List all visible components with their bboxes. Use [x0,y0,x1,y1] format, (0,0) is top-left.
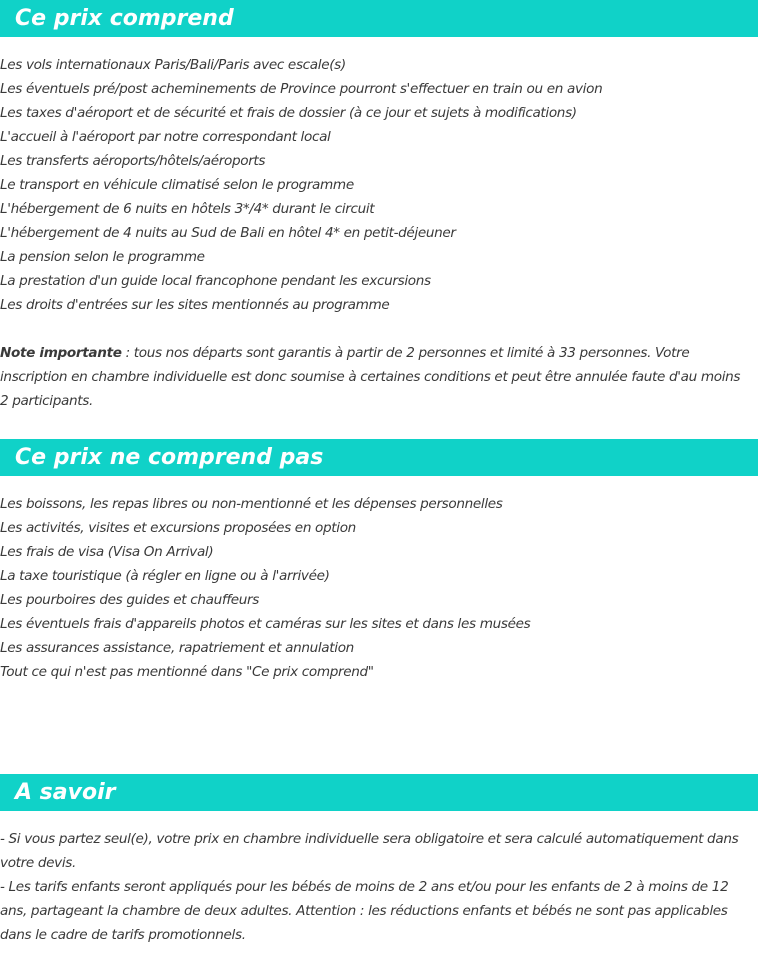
section-title-a-savoir: A savoir [0,774,758,811]
excluded-item: Les frais de visa (Visa On Arrival) [0,544,214,560]
important-note-label: Note importante [0,345,122,361]
excluded-item: Tout ce qui n'est pas mentionné dans "Ce prix comprend" [0,664,374,680]
excluded-item: Les activités, visites et excursions proposées en option [0,520,356,536]
included-item: La pension selon le programme [0,249,205,265]
excluded-item: Les éventuels frais d'appareils photos et caméras sur les sites et dans les musées [0,616,531,632]
included-item: L'hébergement de 4 nuits au Sud de Bali en hôtel 4* en petit-déjeuner [0,225,456,241]
info-paragraph: - Les tarifs enfants seront appliqués pour les bébés de moins de 2 ans et/ou pour les enfants de 2 à moins de 12 ans, partageant la chambre de deux adultes. Attention : les réductions enfants et bébés ne sont pas applicables dans le cadre de tarifs promotionnels. [0,879,729,943]
section-title-ce-prix-comprend: Ce prix comprend [0,0,758,37]
included-item: Les vols internationaux Paris/Bali/Paris avec escale(s) [0,57,346,73]
included-item: Les transferts aéroports/hôtels/aéroports [0,153,266,169]
included-item: Les taxes d'aéroport et de sécurité et frais de dossier (à ce jour et sujets à modifications) [0,105,577,121]
included-item: L'hébergement de 6 nuits en hôtels 3*/4* durant le circuit [0,201,375,217]
included-item: Le transport en véhicule climatisé selon le programme [0,177,354,193]
included-item: La prestation d'un guide local francophone pendant les excursions [0,273,431,289]
excluded-item: Les boissons, les repas libres ou non-mentionné et les dépenses personnelles [0,496,503,512]
section-title-ce-prix-ne-comprend-pas: Ce prix ne comprend pas [0,439,758,476]
excluded-item: Les pourboires des guides et chauffeurs [0,592,260,608]
included-item: Les éventuels pré/post acheminements de Province pourront s'effectuer en train ou en avion [0,81,603,97]
included-item: Les droits d'entrées sur les sites mentionnés au programme [0,297,390,313]
included-item: L'accueil à l'aéroport par notre correspondant local [0,129,331,145]
important-note [0,341,752,413]
excluded-item: La taxe touristique (à régler en ligne ou à l'arrivée) [0,568,330,584]
excluded-item: Les assurances assistance, rapatriement et annulation [0,640,354,656]
info-paragraph: - Si vous partez seul(e), votre prix en chambre individuelle sera obligatoire et sera calculé automatiquement dans votre devis. [0,831,739,871]
important-note-text: : tous nos départs sont garantis à partir de 2 personnes et limité à 33 personnes. Votre inscription en chambre individuelle est donc soumise à certaines conditions et peut être annulée faute d'au moins 2 participants. [0,345,741,409]
